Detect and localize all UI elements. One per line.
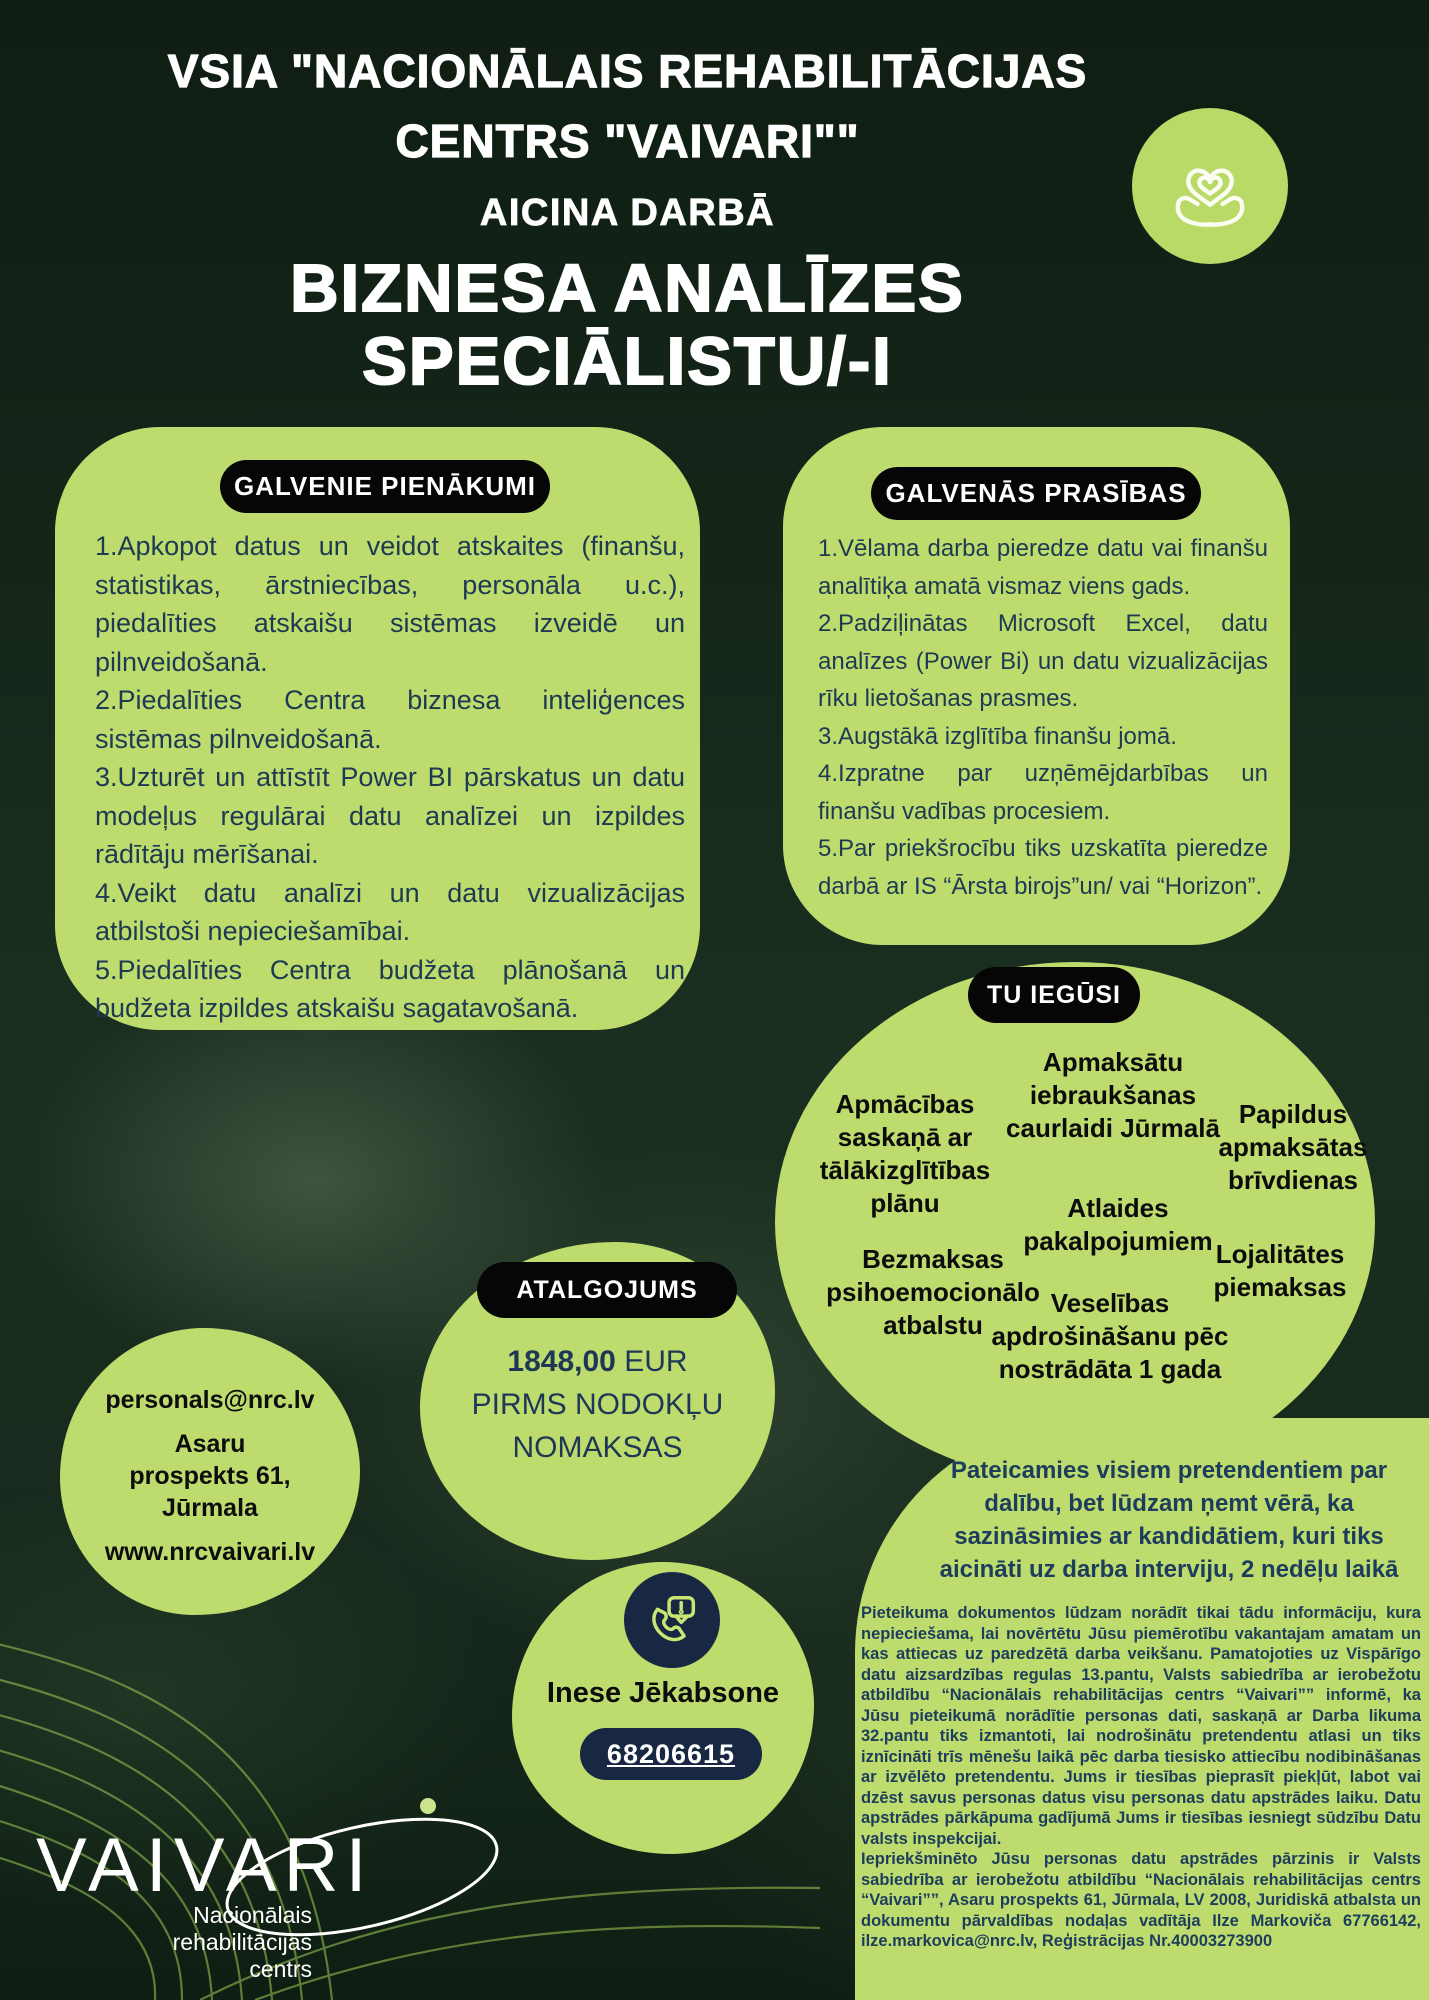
salary-currency: EUR (615, 1345, 688, 1378)
duty-item: Veikt datu analīzi un datu vizualizācijas atbilstoši nepieciešamībai. (95, 877, 685, 946)
vaivari-logo: VAIVARI (36, 1823, 374, 1908)
phone-badge (624, 1572, 720, 1668)
phone-number[interactable]: 68206615 (606, 1738, 736, 1769)
requirement-item: Par priekšrocību tiks uzskatīta pieredze darbā ar IS “Ārsta birojs”un/ vai “Horizon”. (818, 835, 1268, 900)
benefits-header-label: TU IEGŪSI (986, 980, 1121, 1009)
hiring-subtitle: AICINA DARBĀ (479, 192, 776, 234)
spacer (60, 1416, 360, 1428)
requirements-header-pill (871, 467, 1201, 520)
contact-address-line1: Asaru (174, 1430, 246, 1458)
heart-in-hands-icon (1160, 136, 1260, 236)
company-name-line1: VSIA "NACIONĀLAIS REHABILITĀCIJAS (167, 45, 1088, 97)
contact-section (60, 1328, 360, 1615)
spacer (60, 1524, 360, 1536)
salary-amount-line (420, 1340, 775, 1383)
logo-dot-icon (420, 1798, 436, 1814)
recruiter-section (512, 1562, 814, 1854)
duties-header-pill (220, 460, 550, 513)
requirements-list (818, 530, 1268, 905)
benefit-item: Apmācības saskaņā ar tālākizglītības plānu (819, 1089, 991, 1218)
duty-item: Uzturēt un attīstīt Power BI pārskatus un datu modeļus regulārai datu analīzei un izpildes rādītāju mērīšanai. (95, 762, 685, 869)
duty-item: Apkopot datus un veidot atskaites (finanšu, statistikas, ārstniecības, personāla u.c.), piedalīties atskaišu sistēmas izveidē un pilnveidošanā. (95, 531, 685, 677)
benefit-item: Atlaides pakalpojumiem (1023, 1193, 1213, 1256)
requirements-header-label: GALVENĀS PRASĪBAS (885, 478, 1187, 508)
contact-info (60, 1384, 360, 1568)
duties-list (95, 527, 685, 1028)
salary-section (420, 1242, 775, 1560)
logo-subtitle-line1: Nacionālais (193, 1902, 312, 1928)
role-title-line1: BIZNESA ANALĪZES (290, 251, 965, 326)
requirement-item: Vēlama darba pieredze datu vai finanšu analītiķa amatā vismaz viens gads. (818, 535, 1268, 600)
contact-email: personals@nrc.lv (105, 1386, 315, 1414)
benefit-item: Lojalitātes piemaksas (1213, 1239, 1347, 1302)
thanks-note: Pateicamies visiem pretendentiem par dalību, bet lūdzam ņemt vērā, ka sazināsimies ar kandidātiem, kuri tiks aicināti uz darba interviju, 2 nedēļu laikā (939, 1457, 1399, 1583)
duty-item: Piedalīties Centra biznesa inteliģences sistēmas pilnveidošanā. (95, 685, 685, 754)
benefit-item: Bezmaksas psihoemocionālo atbalstu (826, 1244, 1040, 1340)
salary-amount: 1848,00 (507, 1345, 616, 1378)
contact-address-line3: Jūrmala (162, 1494, 258, 1522)
salary-amount-block (420, 1340, 775, 1469)
requirements-section (783, 427, 1290, 945)
requirement-item: Augstākā izglītība finanšu jomā. (838, 722, 1177, 750)
duty-item: Piedalīties Centra budžeta plānošanā un budžeta izpildes atskaišu sagatavošanā. (95, 954, 685, 1023)
phone-call-icon (641, 1589, 703, 1651)
benefit-item: Veselības apdrošināšanu pēc nostrādāta 1 gada (991, 1288, 1229, 1384)
privacy-paragraph-1: Pieteikuma dokumentos lūdzam norādīt tikai tādu informāciju, kura nepieciešama, lai novērtētu Jūsu piemērotību vakantajam amatam un kas attiecas uz paredzētā darba veikšanu. Pamatojoties uz Vispārīgo datu aizsardzības regulas 13.pantu, Valsts sabiedrība ar ierobežotu atbildību “Nacionālais rehabilitācijas centrs “Vaivari”” informē, ka Jūsu pieteikumā norādītie personas dati, saskaņā ar Darba likuma 32.pantu tiks izmantoti, lai nodrošinātu pretendentu atlasi un tiks iznīcināti trīs mēnešu laikā pēc darba tiesisko attiecību nodibināšanas ar izvēlēto pretendentu. Jums ir tiesības pieprasīt piekļūt, labot vai dzēst savus personas datus visu personas datu apstrādes laiku. Datu apstrādes pārkāpuma gadījumā Jums ir tiesības iesniegt sūdzību Datu valsts inspekcijai. (861, 1604, 1421, 1848)
company-name-line2: CENTRS "VAIVARI"" (395, 115, 860, 167)
requirement-item: Padziļinātas Microsoft Excel, datu analīzes (Power Bi) un datu vizualizācijas rīku lietošanas prasmes. (818, 610, 1268, 712)
benefits-header-pill (968, 967, 1140, 1023)
salary-header-pill (477, 1262, 737, 1318)
duties-header-label: GALVENIE PIENĀKUMI (233, 471, 537, 501)
care-badge (1132, 108, 1288, 264)
notice-section (855, 1418, 1429, 2000)
privacy-paragraph-2: Iepriekšminēto Jūsu personas datu apstrādes pārzinis ir Valsts sabiedrība ar ierobežotu atbildību “Nacionālais rehabilitācijas centrs “Vaivari””, Asaru prospekts 61, Jūrmala, LV 2008, Juridiskā atbalsta un dokumentu pārvaldības nodaļas vadītāja Ilze Markoviča 67766142, ilze.markovica@nrc.lv, Reģistrācijas Nr.40003273900 (861, 1850, 1421, 1950)
benefit-item: Papildus apmaksātas brīvdienas (1218, 1099, 1368, 1195)
logo-subtitle-line2: rehabilitācijas (172, 1929, 312, 1955)
duties-section (55, 427, 700, 1030)
benefit-item: Apmaksātu iebraukšanas caurlaidi Jūrmalā (1006, 1047, 1220, 1143)
recruiter-name: Inese Jēkabsone (546, 1677, 780, 1709)
requirement-item: Izpratne par uzņēmējdarbības un finanšu vadības procesiem. (818, 760, 1268, 825)
contact-website: www.nrcvaivari.lv (104, 1538, 316, 1566)
logo-subtitle (100, 1902, 312, 1983)
salary-header-label: ATALGOJUMS (516, 1275, 698, 1304)
salary-note-line1: PIRMS NODOKĻU (471, 1388, 724, 1421)
salary-note-line2: NOMAKSAS (512, 1431, 683, 1464)
logo-subtitle-line3: centrs (249, 1956, 312, 1982)
role-title-line2: SPECIĀLISTU/-I (362, 324, 893, 399)
contact-address-line2: prospekts 61, (129, 1462, 291, 1490)
phone-number-button[interactable] (580, 1728, 762, 1780)
poster-header (25, 40, 1230, 398)
privacy-smallprint (861, 1603, 1421, 1952)
